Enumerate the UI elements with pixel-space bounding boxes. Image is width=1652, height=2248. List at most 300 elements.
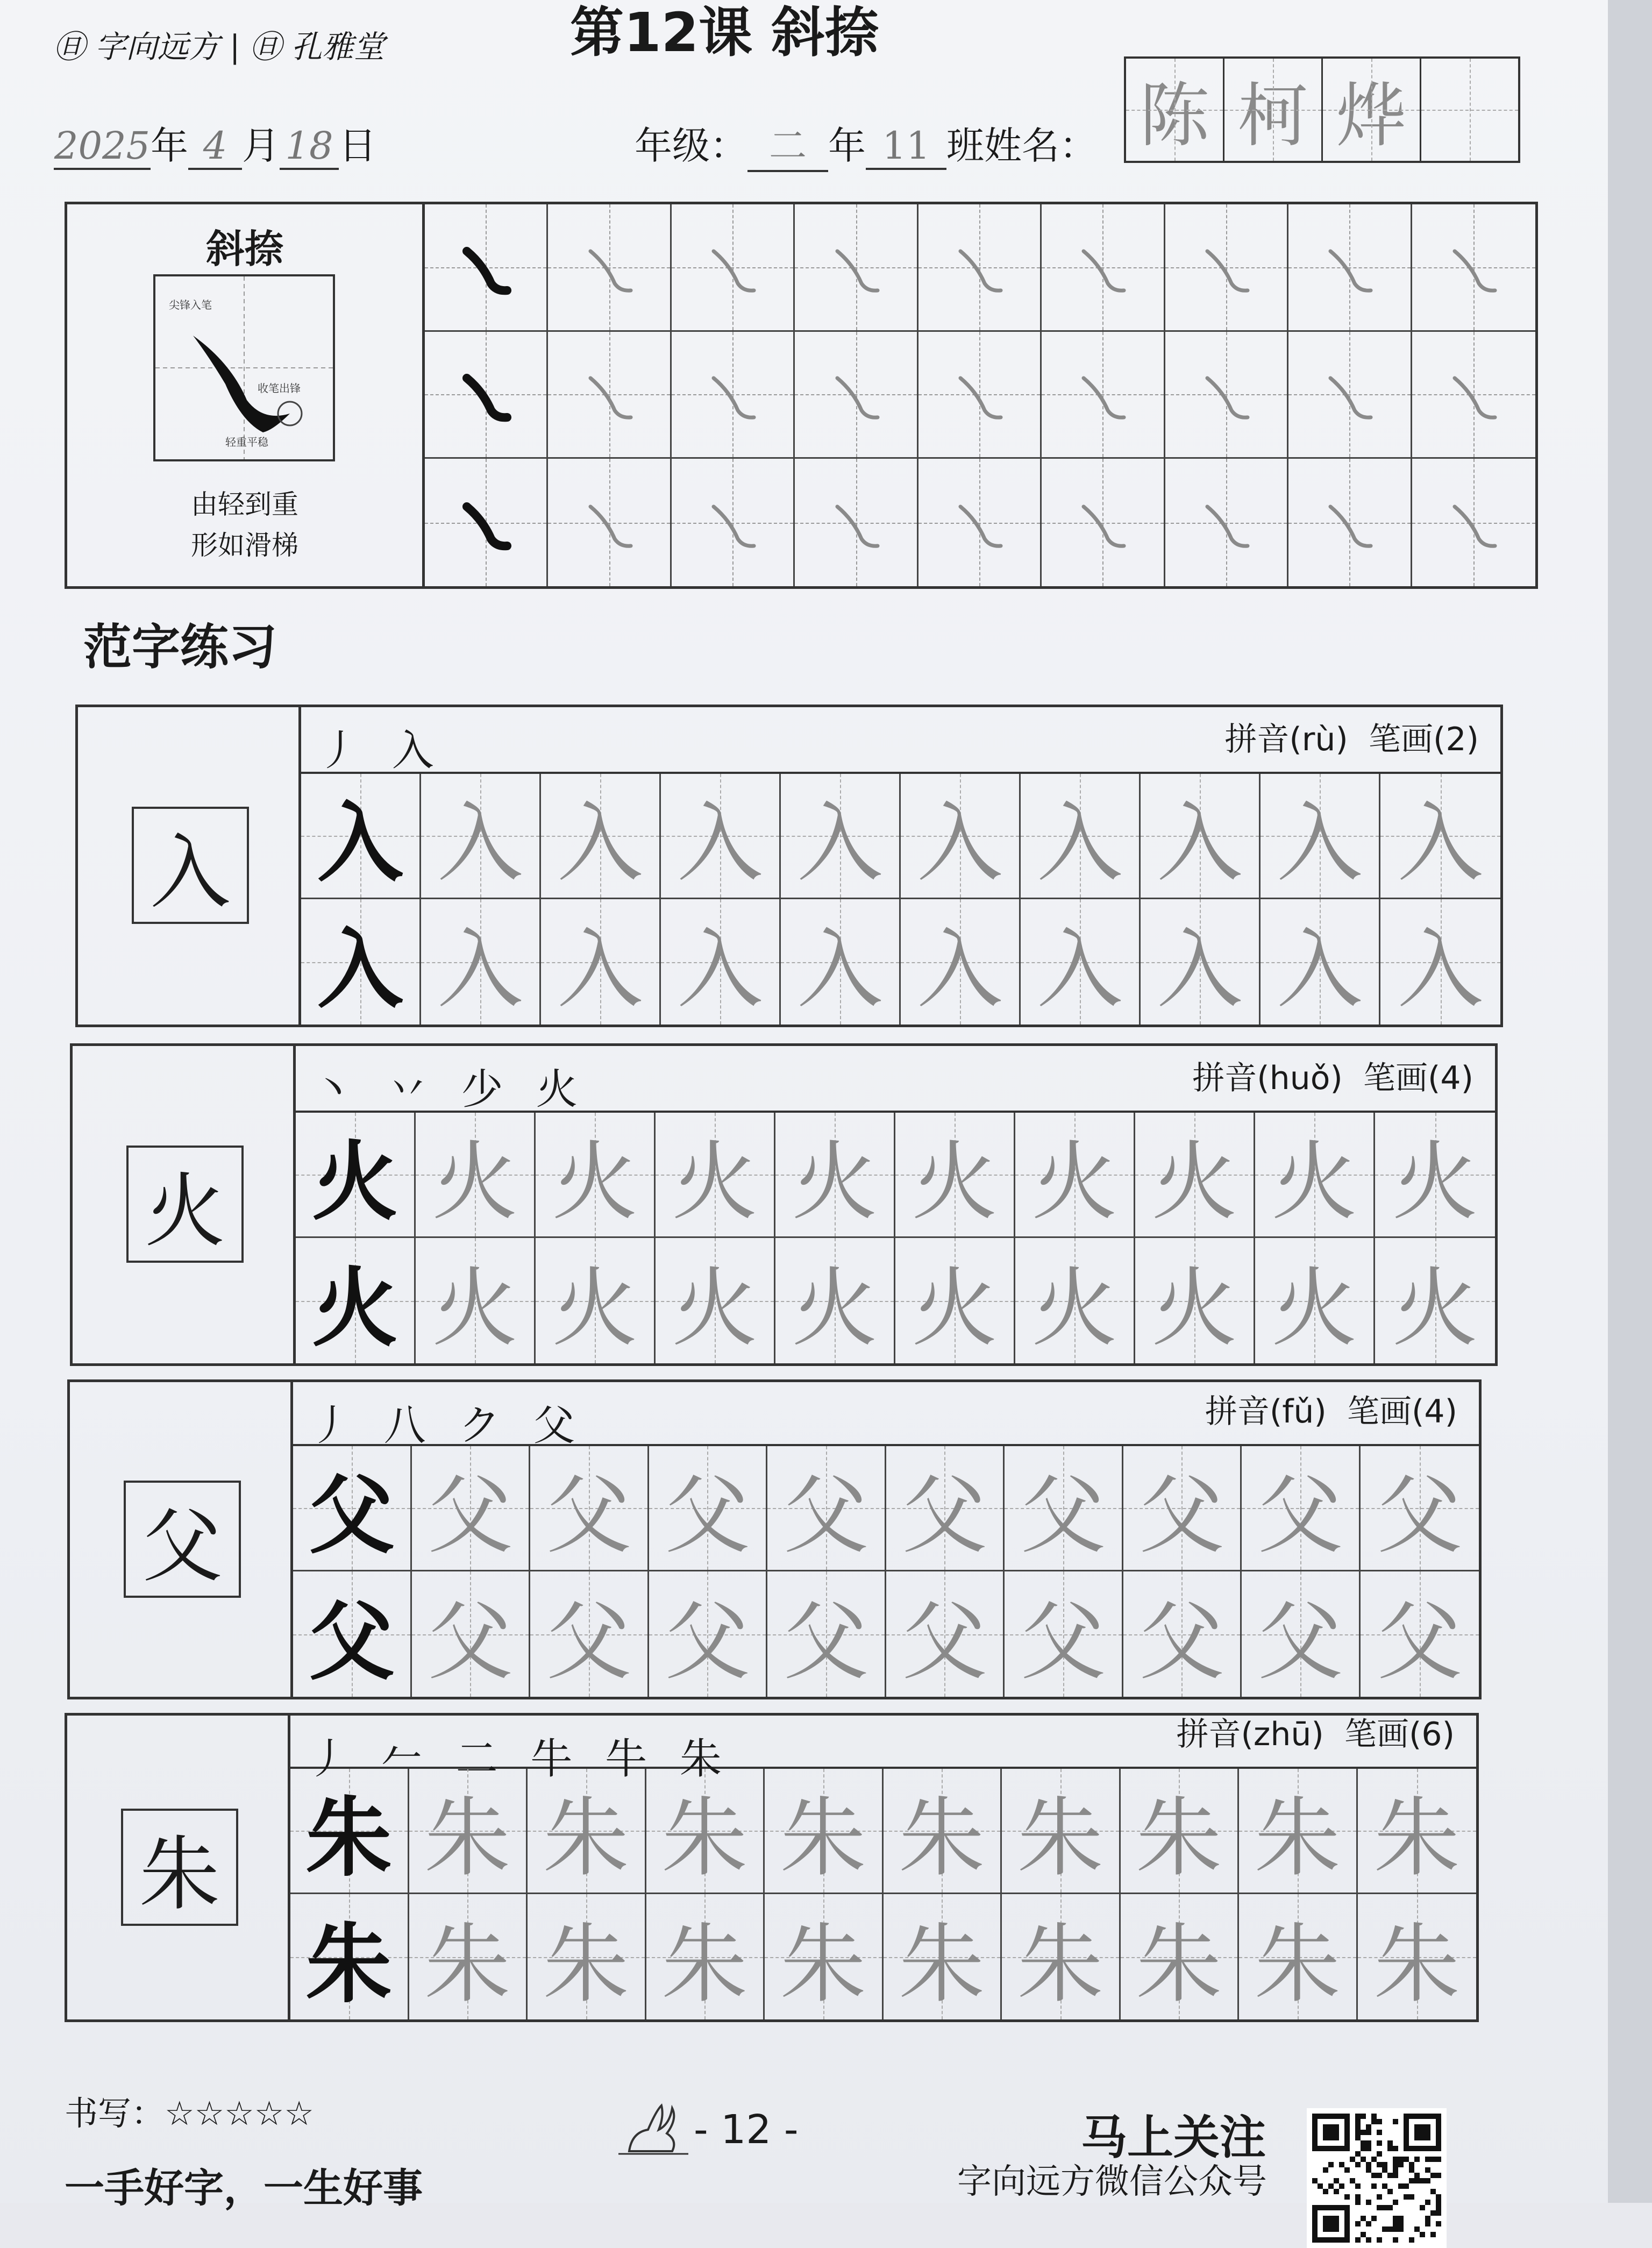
model-character: 父 <box>124 1481 241 1598</box>
practice-character: 火 <box>671 1257 758 1358</box>
practice-character: 父 <box>664 1465 751 1566</box>
practice-character: 朱 <box>543 1788 629 1888</box>
strokes-label: 笔画 <box>1369 721 1433 758</box>
day-value: 18 <box>280 124 339 170</box>
practice-character: 朱 <box>1017 1788 1103 1888</box>
trace-cell <box>1005 1446 1123 1571</box>
name-char-cell: 陈 <box>1126 59 1224 161</box>
trace-cell <box>1121 1769 1240 1894</box>
stroke-name: 斜捺 <box>205 226 283 272</box>
stroke-trace-cell <box>548 459 671 586</box>
stroke-trace-cell <box>1165 204 1288 332</box>
strokes-label: 笔画 <box>1347 1393 1412 1431</box>
pinyin-value: (huǒ) <box>1257 1059 1343 1097</box>
trace-cell <box>895 1238 1015 1363</box>
practice-character: 入 <box>677 919 763 1020</box>
slant-stroke-icon <box>939 227 1020 308</box>
stroke-trace-cell <box>1165 332 1288 459</box>
strokes-value: (6) <box>1409 1716 1455 1753</box>
trace-cell <box>1021 899 1141 1025</box>
trace-cell <box>901 899 1021 1025</box>
trace-cell <box>656 1113 775 1238</box>
stroke-trace-cell <box>548 332 671 459</box>
year-label: 年 <box>151 124 188 168</box>
practice-character: 父 <box>308 1464 395 1566</box>
writing-rating <box>65 2087 314 2135</box>
practice-character: 朱 <box>1254 1788 1341 1888</box>
trace-cell <box>1015 1238 1135 1363</box>
practice-character: 朱 <box>424 1788 511 1888</box>
character-practice-area <box>296 1046 1495 1363</box>
grade-label: 年级： <box>635 124 747 168</box>
practice-character: 入 <box>437 793 523 893</box>
stroke-trace-cell <box>1042 204 1165 332</box>
stroke-trace-cell <box>1288 459 1412 586</box>
practice-character: 入 <box>1156 919 1243 1020</box>
year-suffix: 年 <box>828 124 866 168</box>
trace-cell <box>886 1571 1005 1697</box>
slant-stroke-icon <box>1062 482 1143 563</box>
practice-character: 朱 <box>780 1788 866 1888</box>
slant-stroke-icon <box>1062 227 1143 308</box>
rabbit-icon <box>618 2100 688 2159</box>
practice-character: 火 <box>551 1132 638 1232</box>
practice-character: 入 <box>1397 919 1484 1020</box>
character-grid <box>301 774 1500 1025</box>
stroke-order: 丿 八 ク 父 <box>309 1402 585 1450</box>
slant-stroke-icon <box>1433 482 1514 563</box>
trace-cell <box>781 899 901 1025</box>
trace-cell <box>895 1113 1015 1238</box>
slant-stroke-icon <box>939 354 1020 435</box>
pinyin-value: (zhū) <box>1241 1716 1324 1753</box>
trace-cell <box>1361 1446 1479 1571</box>
practice-character: 火 <box>1392 1257 1478 1358</box>
practice-character: 入 <box>557 919 643 1020</box>
trace-cell <box>1242 1446 1361 1571</box>
character-info-row <box>293 1382 1479 1450</box>
trace-cell <box>661 774 781 899</box>
follow-prompt: 马上关注 <box>1081 2111 1266 2165</box>
character-model-area <box>70 1382 293 1697</box>
character-meta <box>1192 1052 1473 1099</box>
trace-cell <box>1375 1238 1495 1363</box>
trace-cell <box>1375 1113 1495 1238</box>
practice-character: 朱 <box>1136 1788 1222 1888</box>
model-character: 朱 <box>121 1809 238 1926</box>
trace-cell <box>541 774 661 899</box>
practice-character: 父 <box>545 1591 632 1692</box>
trace-cell <box>649 1571 768 1697</box>
practice-character: 入 <box>1036 793 1123 893</box>
practice-character: 入 <box>677 793 763 893</box>
stroke-diagram <box>153 274 335 461</box>
stroke-trace-cell <box>672 459 795 586</box>
trace-cell <box>884 1894 1002 2019</box>
stroke-trace-cell <box>795 459 918 586</box>
trace-cell <box>1002 1769 1121 1894</box>
trace-cell <box>1261 774 1380 899</box>
practice-character: 火 <box>1271 1132 1357 1232</box>
practice-character: 火 <box>911 1132 998 1232</box>
slant-stroke-icon <box>1433 354 1514 435</box>
diagram-label: 收笔出锋 <box>258 382 301 395</box>
trace-cell <box>1261 899 1380 1025</box>
trace-cell <box>886 1446 1005 1571</box>
character-info-row <box>296 1046 1495 1113</box>
trace-cell <box>416 1238 536 1363</box>
trace-cell <box>412 1571 531 1697</box>
trace-cell <box>528 1894 646 2019</box>
stroke-note-line: 形如滑梯 <box>191 530 298 561</box>
trace-cell <box>528 1769 646 1894</box>
practice-character: 朱 <box>661 1788 748 1888</box>
character-model-area <box>78 707 301 1025</box>
practice-character: 火 <box>671 1132 758 1232</box>
stroke-trace-cell <box>1042 459 1165 586</box>
trace-cell <box>901 774 1021 899</box>
class-info-line <box>635 116 1097 172</box>
slant-stroke-icon <box>1062 354 1143 435</box>
rating-stars: ☆☆☆☆☆ <box>165 2094 314 2133</box>
trace-cell <box>661 899 781 1025</box>
trace-cell <box>1358 1769 1477 1894</box>
model-cell <box>301 899 421 1025</box>
practice-character: 父 <box>427 1465 514 1566</box>
pinyin-label: 拼音 <box>1176 1716 1241 1753</box>
practice-character: 火 <box>311 1257 398 1358</box>
diagram-label: 轻重平稳 <box>225 436 268 449</box>
character-practice-area <box>290 1716 1476 2019</box>
pinyin-label: 拼音 <box>1192 1059 1257 1097</box>
practice-character: 入 <box>1156 793 1243 893</box>
stroke-note-line: 由轻到重 <box>191 489 298 520</box>
model-cell <box>296 1238 416 1363</box>
practice-character: 朱 <box>1017 1913 1103 2015</box>
page-number: - 12 - <box>694 2107 799 2153</box>
trace-cell <box>409 1769 528 1894</box>
slant-stroke-icon <box>445 227 526 308</box>
character-meta <box>1224 714 1479 760</box>
stroke-model-cell <box>425 204 548 332</box>
trace-cell <box>1141 774 1261 899</box>
practice-character: 朱 <box>1254 1913 1341 2015</box>
stroke-trace-cell <box>1288 204 1412 332</box>
practice-character: 父 <box>782 1465 869 1566</box>
trace-cell <box>1239 1894 1358 2019</box>
trace-cell <box>1002 1894 1121 2019</box>
stroke-trace-cell <box>795 332 918 459</box>
trace-cell <box>530 1446 649 1571</box>
stroke-model-cell <box>425 332 548 459</box>
practice-character: 入 <box>1397 793 1484 893</box>
stroke-trace-cell <box>918 459 1042 586</box>
stroke-order: 丿 入 <box>317 727 444 775</box>
trace-cell <box>409 1894 528 2019</box>
practice-character: 入 <box>916 919 1003 1020</box>
name-label: 姓名： <box>984 124 1097 168</box>
model-cell <box>290 1769 409 1894</box>
slant-stroke-icon <box>1309 482 1390 563</box>
practice-character: 朱 <box>899 1913 985 2015</box>
trace-cell <box>656 1238 775 1363</box>
character-model-area <box>67 1716 290 2019</box>
trace-cell <box>1123 1571 1242 1697</box>
stroke-trace-cell <box>672 332 795 459</box>
slant-stroke-icon <box>816 227 896 308</box>
diagram-label: 尖锋入笔 <box>169 298 212 311</box>
character-practice-block <box>67 1379 1482 1699</box>
practice-character: 朱 <box>305 1913 392 2015</box>
slant-stroke-icon <box>692 227 773 308</box>
practice-character: 父 <box>1138 1591 1225 1692</box>
trace-cell <box>421 774 541 899</box>
strokes-value: (2) <box>1433 721 1479 758</box>
model-cell <box>290 1894 409 2019</box>
practice-character: 朱 <box>899 1788 985 1888</box>
model-character: 火 <box>126 1146 244 1263</box>
practice-character: 火 <box>1151 1257 1237 1358</box>
character-practice-area <box>293 1382 1479 1697</box>
slant-stroke-icon <box>1186 482 1266 563</box>
trace-cell <box>1123 1446 1242 1571</box>
trace-cell <box>1005 1571 1123 1697</box>
pinyin-label: 拼音 <box>1205 1393 1270 1431</box>
slant-stroke-icon <box>1309 227 1390 308</box>
practice-character: 入 <box>437 919 523 1020</box>
practice-character: 火 <box>431 1132 518 1232</box>
stroke-trace-cell <box>918 204 1042 332</box>
practice-character: 父 <box>1020 1591 1106 1692</box>
trace-cell <box>775 1238 895 1363</box>
slant-stroke-icon <box>445 482 526 563</box>
slant-stroke-icon <box>939 482 1020 563</box>
character-grid <box>296 1113 1495 1363</box>
character-meta <box>1176 1709 1455 1755</box>
practice-character: 朱 <box>543 1913 629 2015</box>
trace-cell <box>767 1446 886 1571</box>
strokes-label: 笔画 <box>1363 1059 1428 1097</box>
practice-character: 火 <box>1392 1132 1478 1232</box>
character-grid <box>293 1446 1479 1697</box>
trace-cell <box>1135 1113 1255 1238</box>
stroke-trace-cell <box>1412 459 1535 586</box>
slant-stroke-icon <box>1309 354 1390 435</box>
practice-character: 火 <box>1031 1132 1117 1232</box>
stroke-trace-cell <box>795 204 918 332</box>
practice-character: 入 <box>916 793 1003 893</box>
stroke-model-cell <box>425 459 548 586</box>
stroke-intro <box>67 204 425 586</box>
model-cell <box>293 1446 412 1571</box>
lesson-title: 第12课 斜捺 <box>570 1 879 64</box>
practice-character: 火 <box>551 1257 638 1358</box>
trace-cell <box>767 1571 886 1697</box>
model-cell <box>301 774 421 899</box>
trace-cell <box>775 1113 895 1238</box>
model-character: 入 <box>132 807 249 924</box>
practice-character: 父 <box>782 1591 869 1692</box>
stroke-diagram-drawing <box>155 276 333 459</box>
trace-cell <box>1135 1238 1255 1363</box>
practice-character: 入 <box>796 919 883 1020</box>
trace-cell <box>781 774 901 899</box>
character-grid <box>290 1769 1476 2019</box>
practice-character: 朱 <box>1136 1913 1222 2015</box>
stroke-order: 丿 𠂉 二 牛 牛 朱 <box>307 1735 731 1783</box>
slant-stroke-icon <box>692 482 773 563</box>
trace-cell <box>1242 1571 1361 1697</box>
trace-cell <box>412 1446 531 1571</box>
practice-character: 朱 <box>661 1913 748 2015</box>
trace-cell <box>421 899 541 1025</box>
trace-cell <box>1015 1113 1135 1238</box>
trace-cell <box>765 1894 884 2019</box>
practice-character: 朱 <box>1373 1788 1460 1888</box>
pinyin-value: (fǔ) <box>1269 1393 1327 1431</box>
trace-cell <box>884 1769 1002 1894</box>
practice-character: 火 <box>431 1257 518 1358</box>
stroke-order: 丶 丷 少 火 <box>312 1065 588 1114</box>
practice-character: 入 <box>1036 919 1123 1020</box>
practice-character: 朱 <box>1373 1913 1460 2015</box>
practice-character: 火 <box>791 1257 878 1358</box>
brand-logo: ㊐ 字向远方 | ㊐ 孔雅堂 <box>54 29 385 65</box>
trace-cell <box>416 1113 536 1238</box>
pinyin-value: (rù) <box>1289 721 1348 758</box>
slant-stroke-icon <box>1186 354 1266 435</box>
motto: 一手好字，一生好事 <box>65 2165 423 2211</box>
practice-character: 朱 <box>305 1787 392 1888</box>
practice-character: 父 <box>1138 1465 1225 1566</box>
practice-character: 入 <box>796 793 883 893</box>
practice-character: 父 <box>308 1590 395 1692</box>
stroke-trace-cell <box>918 332 1042 459</box>
practice-character: 父 <box>1376 1465 1463 1566</box>
practice-character: 父 <box>545 1465 632 1566</box>
character-practice-block <box>65 1713 1479 2022</box>
strokes-label: 笔画 <box>1344 1716 1409 1753</box>
practice-character: 火 <box>1151 1132 1237 1232</box>
strokes-value: (4) <box>1428 1059 1473 1097</box>
practice-character: 入 <box>1276 919 1363 1020</box>
practice-character: 父 <box>1020 1465 1106 1566</box>
practice-character: 火 <box>1031 1257 1117 1358</box>
practice-character: 入 <box>317 792 403 893</box>
trace-cell <box>1121 1894 1240 2019</box>
stroke-trace-cell <box>1412 332 1535 459</box>
trace-cell <box>649 1446 768 1571</box>
practice-character: 火 <box>791 1132 878 1232</box>
practice-character: 父 <box>664 1591 751 1692</box>
character-practice-block <box>70 1043 1498 1366</box>
practice-character: 火 <box>1271 1257 1357 1358</box>
slant-stroke-icon <box>1186 227 1266 308</box>
stroke-grid <box>425 204 1535 586</box>
month-value: 4 <box>188 124 242 170</box>
stroke-note <box>67 484 422 566</box>
page-number-area <box>618 2100 799 2159</box>
character-info-row <box>290 1716 1476 1783</box>
class-suffix: 班 <box>946 124 984 168</box>
practice-character: 火 <box>311 1131 398 1232</box>
trace-cell <box>1358 1894 1477 2019</box>
practice-character: 朱 <box>780 1913 866 2015</box>
rating-label: 书写： <box>65 2094 165 2133</box>
day-label: 日 <box>339 124 376 168</box>
trace-cell <box>765 1769 884 1894</box>
name-char-cell <box>1421 59 1518 161</box>
practice-character: 父 <box>901 1465 988 1566</box>
slant-stroke-icon <box>816 354 896 435</box>
table-edge <box>1608 0 1652 2203</box>
stroke-trace-cell <box>672 204 795 332</box>
section-title: 范字练习 <box>83 619 277 675</box>
trace-cell <box>530 1571 649 1697</box>
year-value: 2025 <box>54 124 151 170</box>
trace-cell <box>646 1769 765 1894</box>
trace-cell <box>1141 899 1261 1025</box>
character-model-area <box>73 1046 296 1363</box>
date-line <box>54 116 376 170</box>
character-practice-area <box>301 707 1500 1025</box>
practice-character: 父 <box>427 1591 514 1692</box>
character-practice-block <box>75 705 1503 1027</box>
practice-character: 朱 <box>424 1913 511 2015</box>
name-grid <box>1124 56 1520 163</box>
pinyin-label: 拼音 <box>1224 721 1290 758</box>
name-char-cell: 烨 <box>1323 59 1421 161</box>
trace-cell <box>536 1113 656 1238</box>
trace-cell <box>646 1894 765 2019</box>
slant-stroke-icon <box>569 227 650 308</box>
slant-stroke-icon <box>569 354 650 435</box>
stroke-trace-cell <box>1288 332 1412 459</box>
slant-stroke-icon <box>692 354 773 435</box>
trace-cell <box>1255 1113 1375 1238</box>
slant-stroke-icon <box>569 482 650 563</box>
strokes-value: (4) <box>1412 1393 1457 1431</box>
month-label: 月 <box>242 124 280 168</box>
trace-cell <box>1380 774 1500 899</box>
model-cell <box>296 1113 416 1238</box>
stroke-trace-cell <box>548 204 671 332</box>
trace-cell <box>1380 899 1500 1025</box>
slant-stroke-icon <box>816 482 896 563</box>
trace-cell <box>1255 1238 1375 1363</box>
practice-character: 父 <box>1257 1591 1343 1692</box>
trace-cell <box>541 899 661 1025</box>
model-cell <box>293 1571 412 1697</box>
practice-character: 父 <box>1257 1465 1343 1566</box>
practice-character: 父 <box>1376 1591 1463 1692</box>
slant-stroke-icon <box>1433 227 1514 308</box>
trace-cell <box>1239 1769 1358 1894</box>
character-info-row <box>301 707 1500 774</box>
practice-character: 入 <box>317 918 403 1020</box>
name-char-cell: 柯 <box>1224 59 1323 161</box>
stroke-trace-cell <box>1412 204 1535 332</box>
qr-code-icon[interactable] <box>1307 2108 1447 2248</box>
grade-value: 二 <box>747 116 828 172</box>
trace-cell <box>536 1238 656 1363</box>
class-value: 11 <box>866 124 946 170</box>
practice-character: 入 <box>557 793 643 893</box>
stroke-practice-block <box>65 202 1538 589</box>
stroke-trace-cell <box>1042 332 1165 459</box>
wechat-account: 字向远方微信公众号 <box>957 2162 1267 2202</box>
stroke-trace-cell <box>1165 459 1288 586</box>
